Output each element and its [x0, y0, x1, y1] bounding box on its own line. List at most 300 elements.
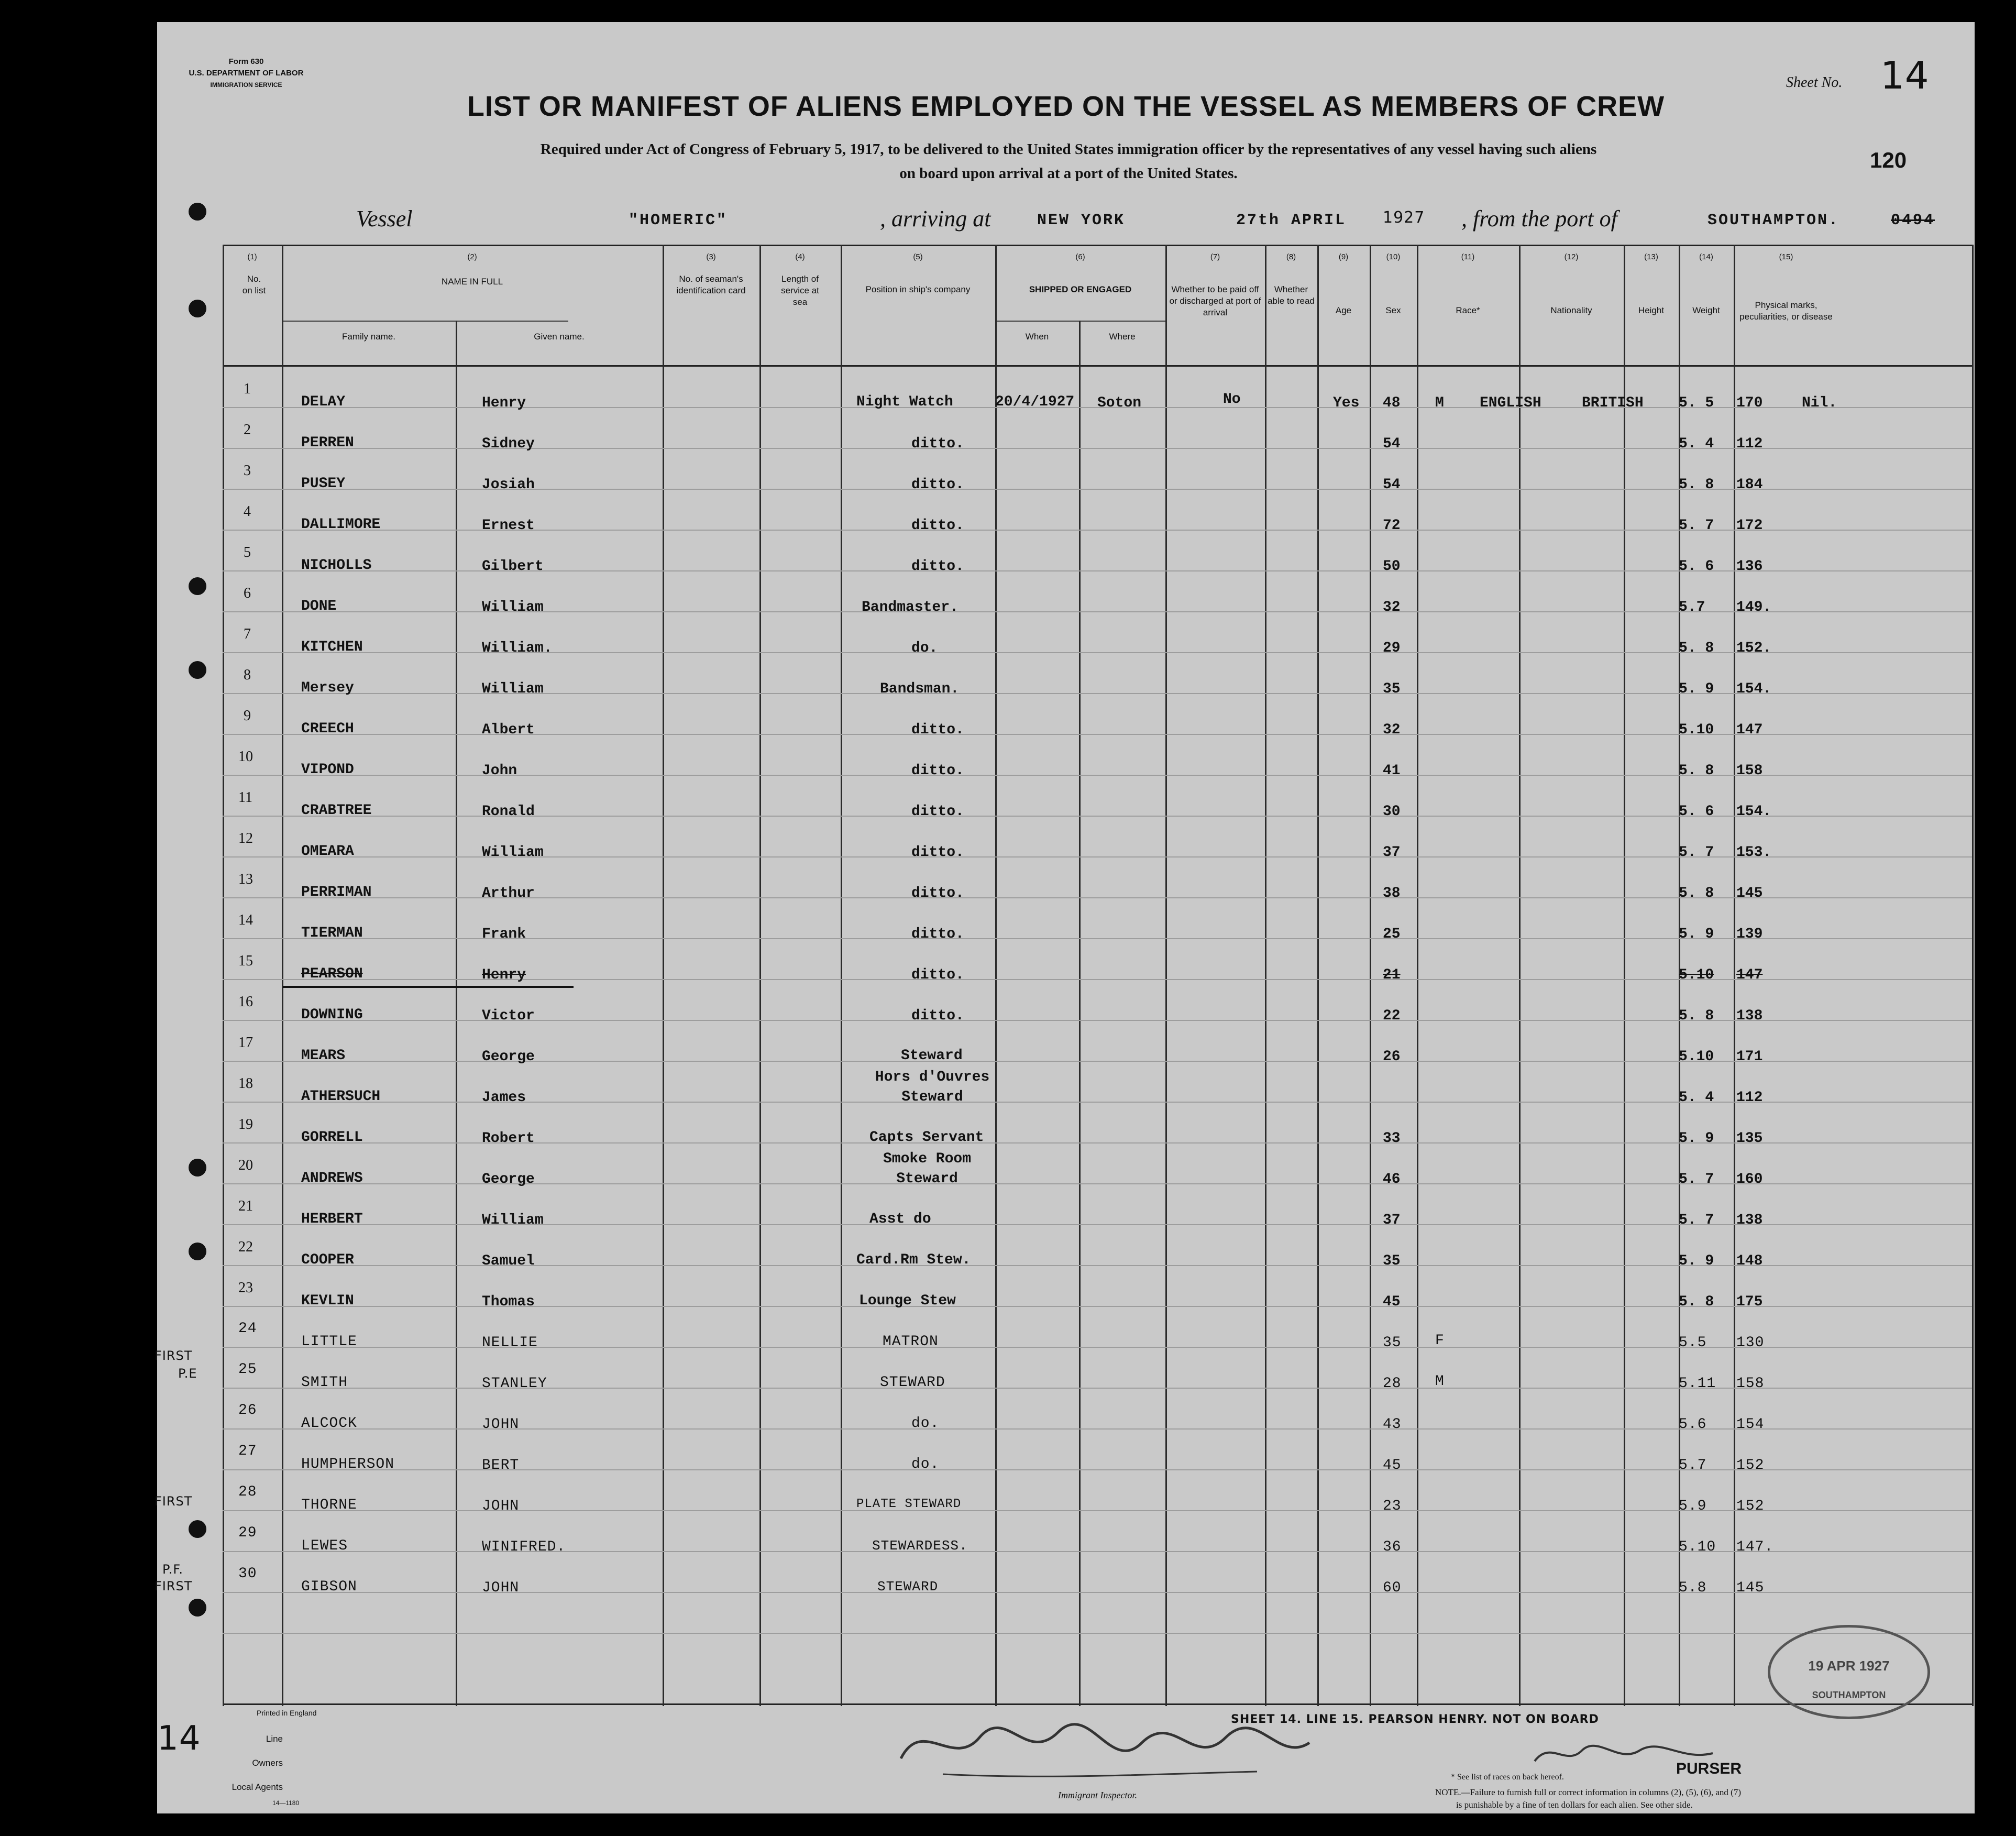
table-cell: 145 — [1736, 885, 1763, 901]
table-cell: 26 — [1383, 1049, 1401, 1065]
arrival-port: NEW YORK — [1037, 212, 1126, 229]
table-cell: 60 — [1383, 1580, 1402, 1596]
col3-num: (3) — [706, 252, 716, 261]
col6-when: When — [1025, 332, 1049, 342]
table-top-rule — [223, 245, 1972, 246]
table-cell: BERT — [482, 1457, 520, 1474]
service: IMMIGRATION SERVICE — [210, 81, 282, 89]
footer-labels — [199, 1727, 283, 1799]
table-cell: KEVLIN — [301, 1293, 354, 1309]
table-cell: ditto. — [911, 558, 964, 575]
table-cell: PLATE STEWARD — [856, 1497, 962, 1511]
table-cell: Card.Rm Stew. — [856, 1252, 971, 1268]
col14-num: (14) — [1699, 252, 1713, 261]
table-cell: 5. 7 — [1679, 1171, 1714, 1188]
table-cell: 18 — [238, 1075, 253, 1092]
table-cell: ditto. — [911, 722, 964, 738]
table-cell: 5. 7 — [1679, 844, 1714, 861]
table-cell: STANLEY — [482, 1376, 547, 1392]
table-cell: PERRIMAN — [301, 884, 372, 900]
table-cell: MATRON — [883, 1334, 939, 1350]
table-cell: 184 — [1736, 477, 1763, 493]
col14-label: Weight — [1692, 305, 1720, 315]
col2-num: (2) — [467, 252, 477, 261]
table-cell: 160 — [1736, 1171, 1763, 1188]
owners-label: Owners — [252, 1758, 283, 1768]
table-cell: ATHERSUCH — [301, 1089, 381, 1105]
punch-hole — [189, 1599, 206, 1617]
col9-label: Age — [1335, 305, 1352, 315]
table-cell: 35 — [1383, 1335, 1402, 1351]
table-cell: 135 — [1736, 1130, 1763, 1147]
table-cell: 2 — [244, 422, 251, 438]
table-cell: 147 — [1736, 722, 1763, 738]
table-cell: VIPOND — [301, 762, 354, 778]
table-cell: Hors d'Ouvres Steward — [875, 1069, 990, 1105]
table-cell: John — [482, 763, 517, 779]
col12-label: Nationality — [1550, 305, 1592, 315]
table-cell: 25 — [1383, 926, 1401, 942]
table-cell: Robert — [482, 1130, 535, 1147]
col4-label: Length of service at sea — [781, 274, 819, 307]
table-cell: 32 — [1383, 599, 1401, 615]
table-cell: Henry — [482, 395, 526, 411]
col1-label: No. on list — [242, 274, 266, 295]
table-cell: HUMPHERSON — [301, 1456, 395, 1472]
form-code: 14—1180 — [272, 1799, 300, 1807]
subtitle — [377, 137, 1760, 185]
table-cell: 5. 8 — [1679, 477, 1714, 493]
table-cell: 138 — [1736, 1008, 1763, 1024]
table-cell: 145 — [1736, 1580, 1765, 1596]
table-cell: 112 — [1736, 436, 1763, 452]
table-cell: 29 — [1383, 640, 1401, 656]
table-cell: 1 — [244, 381, 251, 397]
col6-where: Where — [1109, 332, 1136, 342]
race: ENGLISH — [1480, 395, 1541, 411]
table-cell: 14 — [238, 912, 253, 928]
table-cell: 25 — [238, 1361, 257, 1378]
penalty-note — [1435, 1786, 1741, 1811]
table-cell: Thomas — [482, 1294, 535, 1310]
table-cell: 5. 9 — [1679, 926, 1714, 942]
table-cell: 3 — [244, 463, 251, 479]
table-cell: ditto. — [911, 844, 964, 861]
table-cell: 130 — [1736, 1335, 1765, 1351]
col4-num: (4) — [795, 252, 805, 261]
table-cell: 28 — [238, 1484, 257, 1500]
crossed-code: 0494 — [1891, 212, 1935, 229]
table-cell: 154. — [1736, 681, 1772, 697]
table-cell: DELAY — [301, 394, 346, 410]
table-cell: 147 — [1736, 967, 1763, 983]
sex-m: M — [1435, 1373, 1445, 1390]
sheet-label: Sheet No. — [1786, 74, 1843, 91]
table-cell: ALCOCK — [301, 1415, 357, 1432]
col1-num: (1) — [247, 252, 257, 261]
col2-label: NAME IN FULL — [441, 277, 503, 287]
table-cell: CRABTREE — [301, 802, 372, 819]
col2-given: Given name. — [534, 332, 585, 342]
table-cell: 5.10 — [1679, 967, 1714, 983]
table-cell: Bandsman. — [880, 681, 960, 697]
col7-label: Whether to be paid off or discharged at port of arrival — [1169, 284, 1261, 317]
margin-pf: P.F. — [162, 1562, 183, 1577]
table-cell: 5.9 — [1679, 1498, 1707, 1514]
subtitle-line-1: Required under Act of Congress of February 5, 1917, to be delivered to the United States immigration officer by the representatives of any vessel having such aliens — [540, 141, 1597, 158]
table-cell: 54 — [1383, 477, 1401, 493]
form-number: Form 630 — [228, 57, 264, 66]
stamp-date: 19 APR 1927 — [1808, 1658, 1890, 1674]
table-cell: 10 — [238, 749, 253, 765]
col-divider-10 — [1417, 245, 1418, 1706]
table-cell: GIBSON — [301, 1579, 357, 1595]
col11-num: (11) — [1461, 252, 1475, 261]
table-cell: 13 — [238, 871, 253, 887]
table-cell: 29 — [238, 1525, 257, 1541]
table-cell: 139 — [1736, 926, 1763, 942]
table-cell: 5. 4 — [1679, 1090, 1714, 1106]
table-cell: ditto. — [911, 967, 964, 983]
table-cell: GORRELL — [301, 1129, 363, 1146]
border-right — [1972, 245, 1974, 1706]
table-cell: STEWARD — [880, 1375, 945, 1391]
nationality: BRITISH — [1582, 395, 1644, 411]
punch-hole — [189, 1520, 206, 1538]
col15-label: Physical marks, peculiarities, or disease — [1739, 300, 1833, 322]
col-divider-2 — [663, 245, 664, 1706]
purser-label: PURSER — [1676, 1760, 1742, 1777]
table-cell: 158 — [1736, 1376, 1765, 1392]
table-cell: 30 — [1383, 804, 1401, 820]
table-cell: George — [482, 1171, 535, 1188]
physical-marks: Nil. — [1802, 395, 1837, 411]
table-cell: 5.8 — [1679, 1580, 1707, 1596]
table-cell: JOHN — [482, 1580, 520, 1596]
table-cell: ditto. — [911, 436, 964, 452]
table-cell: 5. 8 — [1679, 763, 1714, 779]
punch-hole — [189, 203, 206, 221]
table-cell: 152. — [1736, 640, 1772, 656]
col3-label: No. of seaman's identification card — [676, 274, 746, 295]
table-cell: 5.7 — [1679, 599, 1705, 615]
table-cell: 37 — [1383, 1212, 1401, 1228]
sex-f: F — [1435, 1333, 1445, 1349]
table-cell: DOWNING — [301, 1007, 363, 1023]
table-cell: PEARSON — [301, 966, 363, 982]
col-divider-3 — [759, 245, 761, 1706]
table-cell: 12 — [238, 830, 253, 846]
table-cell: 20 — [238, 1157, 253, 1173]
table-cell: 35 — [1383, 681, 1401, 697]
margin-first: FIRST — [155, 1348, 193, 1363]
table-cell: 154. — [1736, 804, 1772, 820]
table-cell: Arthur — [482, 885, 535, 901]
margin-first-2: FIRST — [155, 1494, 193, 1509]
col11-label: Race* — [1456, 305, 1480, 315]
table-cell: 45 — [1383, 1294, 1401, 1310]
from-label: , from the port of — [1461, 206, 1617, 232]
table-cell: Steward — [901, 1048, 963, 1064]
col-divider-9 — [1370, 245, 1371, 1706]
table-cell: 19 — [238, 1116, 253, 1133]
table-cell: 112 — [1736, 1090, 1763, 1106]
table-cell: Gilbert — [482, 558, 544, 575]
table-cell: COOPER — [301, 1252, 354, 1268]
table-cell: Asst do — [869, 1211, 931, 1227]
table-cell: ditto. — [911, 1008, 964, 1024]
col6-label: SHIPPED OR ENGAGED — [1029, 284, 1132, 294]
table-cell: OMEARA — [301, 843, 354, 860]
table-cell: 22 — [1383, 1008, 1401, 1024]
table-header-rule — [223, 365, 1972, 367]
table-cell: 5. 4 — [1679, 436, 1714, 452]
table-cell: 32 — [1383, 722, 1401, 738]
table-cell: ditto. — [911, 763, 964, 779]
vessel-line — [356, 205, 1935, 237]
table-cell: 170 — [1736, 395, 1763, 411]
table-cell: William — [482, 844, 544, 861]
col8-label: Whether able to read — [1268, 284, 1315, 306]
from-port: SOUTHAMPTON. — [1707, 212, 1840, 229]
table-cell: do. — [911, 1415, 940, 1432]
col-divider-14 — [1734, 245, 1735, 1706]
table-cell: PUSEY — [301, 476, 346, 492]
table-cell: Smoke Room Steward — [883, 1151, 972, 1187]
table-cell: CREECH — [301, 721, 354, 737]
stamp-place: SOUTHAMPTON — [1812, 1690, 1886, 1700]
table-cell: KITCHEN — [301, 639, 363, 655]
table-cell: Bandmaster. — [862, 599, 959, 615]
table-cell: 27 — [238, 1443, 257, 1459]
col7-num: (7) — [1210, 252, 1220, 261]
table-cell: 7 — [244, 626, 251, 642]
table-cell: 37 — [1383, 844, 1401, 861]
table-cell: 28 — [1383, 1376, 1402, 1392]
col-divider-8 — [1317, 245, 1319, 1706]
table-cell: do. — [911, 1456, 940, 1472]
printed-note: Printed in England — [257, 1709, 317, 1717]
table-cell: JOHN — [482, 1498, 520, 1514]
margin-first-3: FIRST — [155, 1579, 193, 1593]
table-cell: 5.11 — [1679, 1376, 1716, 1392]
table-cell: 26 — [238, 1402, 257, 1419]
table-cell: Albert — [482, 722, 535, 738]
table-cell: 175 — [1736, 1294, 1763, 1310]
sheet-number: 14 — [1880, 53, 1930, 97]
table-cell: 5. 7 — [1679, 1212, 1714, 1228]
table-cell: William — [482, 599, 544, 615]
table-cell: do. — [911, 640, 938, 656]
table-cell: William — [482, 1212, 544, 1228]
penalty-note-2: is punishable by a fine of ten dollars for each alien. See other side. — [1456, 1800, 1693, 1810]
table-cell: ditto. — [911, 885, 964, 901]
table-cell: 24 — [238, 1321, 257, 1337]
table-cell: Night Watch — [856, 394, 953, 410]
punch-hole — [189, 577, 206, 595]
vessel-label: Vessel — [356, 206, 413, 232]
col13-label: Height — [1638, 305, 1665, 315]
office-stamp — [1768, 1625, 1930, 1719]
table-cell: 4 — [244, 503, 251, 520]
table-cell: 17 — [238, 1035, 253, 1051]
table-cell: 148 — [1736, 1253, 1763, 1269]
table-cell: 138 — [1736, 1212, 1763, 1228]
table-cell: SMITH — [301, 1375, 348, 1391]
table-cell: Frank — [482, 926, 526, 942]
not-on-board-note: SHEET 14. LINE 15. PEARSON HENRY. NOT ON BOARD — [1231, 1713, 1599, 1726]
table-cell: 5 — [244, 544, 251, 560]
inspector-label: Immigrant Inspector. — [1058, 1790, 1137, 1800]
row-rule — [223, 1633, 1972, 1634]
table-cell: 54 — [1383, 436, 1401, 452]
col9-num: (9) — [1338, 252, 1349, 261]
table-cell: 5.7 — [1679, 1457, 1707, 1474]
shipped-when: 20/4/1927 — [995, 394, 1075, 410]
table-cell: 22 — [238, 1239, 253, 1255]
col15-num: (15) — [1779, 252, 1793, 261]
table-cell: 41 — [1383, 763, 1401, 779]
table-cell: 171 — [1736, 1049, 1763, 1065]
table-cell: STEWARDESS. — [872, 1538, 968, 1554]
sex: M — [1435, 395, 1444, 411]
race-note: * See list of races on back hereof. — [1451, 1773, 1564, 1782]
col10-label: Sex — [1385, 305, 1401, 315]
table-cell: TIERMAN — [301, 925, 363, 941]
table-cell: MEARS — [301, 1048, 346, 1064]
table-cell: 11 — [238, 789, 252, 806]
table-cell: 46 — [1383, 1171, 1401, 1188]
col-divider-11 — [1519, 245, 1521, 1706]
table-cell: 21 — [1383, 967, 1401, 983]
table-cell: Samuel — [482, 1253, 535, 1269]
table-cell: 33 — [1383, 1130, 1401, 1147]
col5-label: Position in ship's company — [865, 284, 971, 294]
table-cell: 5.10 — [1679, 1539, 1716, 1555]
col6-num: (6) — [1075, 252, 1085, 261]
table-cell: 5. 9 — [1679, 1130, 1714, 1147]
table-cell: 5. 8 — [1679, 885, 1714, 901]
col12-num: (12) — [1564, 252, 1579, 261]
table-cell: Sidney — [482, 436, 535, 452]
table-cell: DONE — [301, 598, 337, 614]
table-cell: 5.10 — [1679, 722, 1714, 738]
col5-num: (5) — [913, 252, 923, 261]
table-cell: 5. 8 — [1679, 640, 1714, 656]
table-cell: DALLIMORE — [301, 516, 381, 533]
table-cell: 153. — [1736, 844, 1772, 861]
strike-row-15 — [283, 986, 574, 988]
table-cell: ditto. — [911, 804, 964, 820]
department: U.S. DEPARTMENT OF LABOR — [189, 69, 304, 78]
table-cell: Henry — [482, 967, 526, 983]
table-cell: 5. 6 — [1679, 558, 1714, 575]
table-cell: 5. 6 — [1679, 804, 1714, 820]
table-cell: 5.6 — [1679, 1416, 1707, 1433]
col8-num: (8) — [1286, 252, 1296, 261]
table-cell: 9 — [244, 708, 251, 724]
border-left — [223, 245, 224, 1706]
form-header — [183, 56, 309, 91]
table-cell: ditto. — [911, 477, 964, 493]
paid-off: No — [1223, 391, 1241, 408]
col-divider-4 — [841, 245, 842, 1706]
table-cell: Ronald — [482, 804, 535, 820]
col13-num: (13) — [1644, 252, 1658, 261]
punch-hole — [189, 1159, 206, 1177]
table-cell: 8 — [244, 667, 251, 683]
able-to-read: Yes — [1333, 395, 1360, 411]
arrival-date: 27th APRIL — [1236, 212, 1347, 229]
table-cell: 45 — [1383, 1457, 1402, 1474]
handwritten-number: 14 — [157, 1719, 201, 1758]
table-cell: 23 — [238, 1280, 253, 1296]
table-cell: 154 — [1736, 1416, 1765, 1433]
table-cell: 50 — [1383, 558, 1401, 575]
table-cell: James — [482, 1090, 526, 1106]
table-cell: 38 — [1383, 885, 1401, 901]
table-cell: 35 — [1383, 1253, 1401, 1269]
col-divider-12 — [1624, 245, 1625, 1706]
table-cell: JOHN — [482, 1416, 520, 1433]
penalty-note-1: NOTE.—Failure to furnish full or correct information in columns (2), (5), (6), and (7) — [1435, 1787, 1741, 1797]
punch-hole — [189, 1243, 206, 1260]
table-cell: 16 — [238, 994, 253, 1010]
table-cell: ditto. — [911, 926, 964, 942]
table-cell: 43 — [1383, 1416, 1402, 1433]
table-cell: 172 — [1736, 518, 1763, 534]
table-cell: Victor — [482, 1008, 535, 1024]
table-cell: 152 — [1736, 1498, 1765, 1514]
table-cell: ANDREWS — [301, 1170, 363, 1186]
table-cell: 72 — [1383, 518, 1401, 534]
table-cell: 149. — [1736, 599, 1772, 615]
table-cell: 5. 5 — [1679, 395, 1714, 411]
manifest-sheet — [157, 22, 1975, 1813]
table-cell: 5. 9 — [1679, 1253, 1714, 1269]
shipped-where: Soton — [1097, 395, 1142, 411]
table-cell: LEWES — [301, 1538, 348, 1554]
margin-pe: P.E — [178, 1366, 197, 1381]
page-code: 120 — [1870, 148, 1907, 172]
table-cell: 36 — [1383, 1539, 1402, 1555]
table-cell: NICHOLLS — [301, 557, 372, 574]
vessel-name: "HOMERIC" — [629, 212, 728, 229]
table-cell: THORNE — [301, 1497, 357, 1513]
table-cell: Josiah — [482, 477, 535, 493]
inspector-signature — [890, 1696, 1493, 1800]
table-cell: 152 — [1736, 1457, 1765, 1474]
table-cell: 5. 8 — [1679, 1294, 1714, 1310]
table-cell: 21 — [238, 1198, 253, 1214]
table-cell: 5. 7 — [1679, 518, 1714, 534]
col-divider-2a — [456, 321, 457, 1706]
table-cell: 48 — [1383, 395, 1401, 411]
table-cell: 147. — [1736, 1539, 1774, 1555]
table-cell: 158 — [1736, 763, 1763, 779]
table-cell: 136 — [1736, 558, 1763, 575]
table-cell: 15 — [238, 953, 253, 969]
table-cell: 5. 9 — [1679, 681, 1714, 697]
table-cell: William. — [482, 640, 553, 656]
table-cell: George — [482, 1049, 535, 1065]
line-label: Line — [266, 1734, 283, 1744]
table-cell: PERREN — [301, 435, 354, 451]
table-cell: 5.5 — [1679, 1335, 1707, 1351]
page-title: LIST OR MANIFEST OF ALIENS EMPLOYED ON THE VESSEL AS MEMBERS OF CREW — [467, 91, 1665, 122]
subtitle-line-2: on board upon arrival at a port of the United States. — [899, 165, 1238, 182]
table-cell: William — [482, 681, 544, 697]
